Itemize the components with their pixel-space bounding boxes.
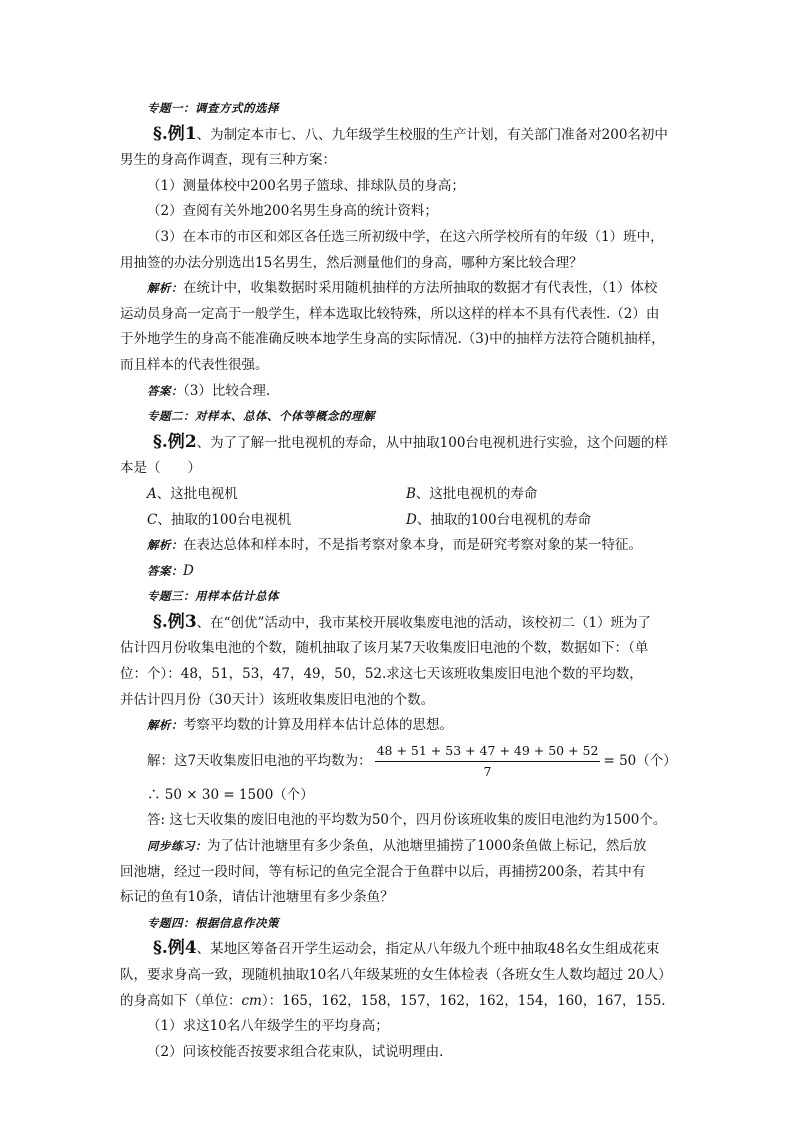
example-1-line-2: 男生的身高作调查，现有三种方案： — [120, 152, 336, 169]
example-3-solution: 解：这7天收集废旧电池的平均数为： $\frac{48 + 51 + 53 + 47 + 49 + 50 + 52}{7}$ = 50（个） — [147, 742, 677, 779]
example-4-question-2: （2）问该校能否按要求组合花束队，试说明理由. — [147, 1043, 444, 1060]
option-a: A、这批电视机 — [147, 485, 238, 502]
document-page — [120, 96, 680, 1065]
example-1-option-3b: 用抽签的办法分别选出15名男生，然后测量他们的身高，哪种方案比较合理？ — [120, 254, 583, 271]
example-1-analysis-4: 而且样本的代表性很强。 — [120, 356, 269, 373]
example-1-analysis-1: 解析：在统计中，收集数据时采用随机抽样的方法所抽取的数据才有代表性，（1）体校 — [147, 280, 658, 297]
example-1-option-2: （2）查阅有关外地200名男生身高的统计资料； — [147, 203, 438, 220]
example-3-final-answer: 答: 这七天收集的废旧电池的平均数为50个，四月份该班收集的废旧电池约为1500个。 — [147, 812, 667, 829]
example-1-analysis-2: 运动员身高一定高于一般学生，样本选取比较特殊，所以这样的样本不具有代表性.（2）由 — [120, 305, 660, 322]
example-4-line-2: 队，要求身高一致，现随机抽取10名八年级某班的女生体检表（各班女生人数均超过 20人） — [120, 967, 672, 983]
example-1-mark: §.例1 — [153, 123, 197, 144]
example-2-answer: 答案：D — [147, 562, 194, 579]
practice-line-2: 回池塘，经过一段时间，等有标记的鱼完全混合于鱼群中以后，再捕捞200条，若其中有 — [120, 863, 646, 880]
example-1-option-1: （1）测量体校中200名男子篮球、排球队员的身高； — [147, 177, 465, 194]
example-2-options-ab — [120, 482, 680, 508]
example-1-line-1: §.例1、为制定本市七、八、九年级学生校服的生产计划，有关部门准备对200名初中 — [153, 123, 668, 144]
example-1-answer: 答案：（3）比较合理. — [147, 382, 271, 399]
example-4-line-3: 的身高如下（单位：cm）：165，162，158，157，162，162，154，160，167，155. — [120, 992, 666, 1009]
example-3-line-2: 估计四月份收集电池的个数，随机抽取了该月某7天收集废旧电池的个数，数据如下：（单 — [120, 640, 649, 657]
example-4-question-1: （1）求这10名八年级学生的平均身高； — [147, 1018, 389, 1035]
example-4-mark: §.例4 — [153, 938, 197, 959]
example-1-option-3a: （3）在本市的市区和郊区各任选三所初级中学，在这六所学校所有的年级（1）班中， — [147, 228, 664, 245]
topic-2-title: 专题二：对样本、总体、个体等概念的理解 — [147, 409, 375, 424]
example-3-mark: §.例3 — [153, 611, 197, 632]
option-b: B、这批电视机的寿命 — [406, 485, 538, 502]
topic-1-title: 专题一：调查方式的选择 — [147, 101, 279, 115]
average-fraction: $\frac{48 + 51 + 53 + 47 + 49 + 50 + 52}{7}$ — [376, 742, 599, 779]
example-3-line-4: 并估计四月份（30天计）该班收集废旧电池的个数。 — [120, 691, 435, 708]
example-2-line-2: 本是（ ） — [120, 460, 201, 477]
example-3-line-1: §.例3、在“创优”活动中，我市某校开展收集废电池的活动，该校初二（1）班为了 — [153, 611, 652, 632]
option-c: C、抽取的100台电视机 — [147, 511, 292, 528]
option-d: D、抽取的100台电视机的寿命 — [406, 511, 592, 528]
example-3-line-3: 位：个）：48，51，53，47，49，50，52.求这七天该班收集废旧电池个数的平均数， — [120, 666, 643, 683]
example-2-options-cd — [120, 508, 680, 534]
practice-line-3: 标记的鱼有10条，请估计池塘里有多少条鱼？ — [120, 889, 394, 906]
topic-4-title: 专题四：根据信息作决策 — [147, 915, 279, 930]
example-1-analysis-3: 于外地学生的身高不能准确反映本地学生身高的实际情况.（3)中的抽样方法符合随机抽样， — [120, 331, 665, 348]
example-4-line-1: §.例4、某地区筹备召开学生运动会，指定从八年级九个班中抽取48名女生组成花束 — [153, 938, 660, 959]
example-2-analysis: 解析：在表达总体和样本时，不是指考察对象本身，而是研究考察对象的某一特征。 — [147, 537, 642, 554]
example-3-analysis: 解析：考察平均数的计算及用样本估计总体的思想。 — [147, 717, 453, 734]
example-3-calculation: ∴ 50 × 30 = 1500（个） — [147, 786, 314, 803]
example-2-mark: §.例2 — [153, 431, 197, 452]
practice-line-1: 同步练习：为了估计池塘里有多少条鱼，从池塘里捕捞了1000条鱼做上标记，然后放 — [147, 838, 647, 855]
example-2-line-1: §.例2、为了了解一批电视机的寿命，从中抽取100台电视机进行实验，这个问题的样 — [153, 431, 668, 452]
topic-3-title: 专题三：用样本估计总体 — [147, 589, 279, 604]
